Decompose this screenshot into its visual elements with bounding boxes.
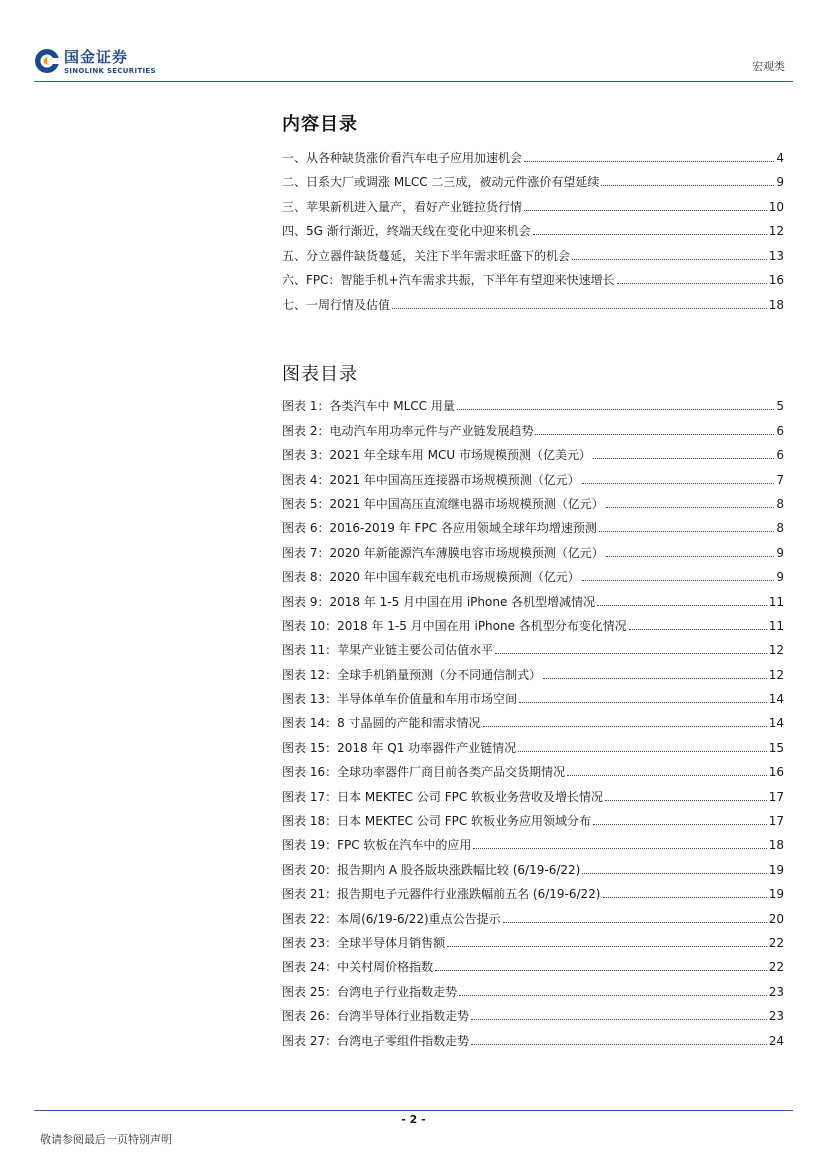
- toc-entry-page: 15: [768, 740, 784, 755]
- toc-entry-page: 18: [768, 297, 784, 312]
- toc-entry[interactable]: [282, 682, 784, 706]
- charts-title: 图表目录: [282, 364, 358, 385]
- toc-entry-page: 13: [768, 248, 784, 263]
- toc-entry[interactable]: [282, 189, 784, 214]
- toc-entry-title: 图表 26：台湾半导体行业指数走势: [282, 1009, 470, 1024]
- toc-entry-page: 23: [768, 1009, 784, 1024]
- toc-leader-dots: [533, 234, 767, 235]
- toc-entry[interactable]: [282, 609, 784, 633]
- contents-title: 内容目录: [282, 114, 358, 135]
- toc-entry[interactable]: [282, 852, 784, 876]
- toc-entry-title: 图表 15：2018 年 Q1 功率器件产业链情况: [282, 740, 517, 755]
- toc-entry-title: 图表 6：2016-2019 年 FPC 各应用领域全球年均增速预测: [282, 521, 597, 536]
- toc-entry[interactable]: [282, 560, 784, 584]
- toc-entry-page: 16: [768, 273, 784, 287]
- toc-leader-dots: [543, 678, 767, 679]
- toc-entry-title: 图表 18：日本 MEKTEC 公司 FPC 软板业务应用领域分布: [282, 814, 592, 829]
- toc-entry-page: 9: [776, 570, 784, 585]
- toc-entry-page: 12: [768, 667, 784, 682]
- toc-leader-dots: [524, 161, 774, 162]
- toc-entry-page: 22: [768, 935, 784, 950]
- toc-leader-dots: [471, 1019, 767, 1020]
- toc-entry[interactable]: [282, 901, 784, 925]
- page-number: - 2 -: [401, 1113, 426, 1126]
- toc-leader-dots: [582, 580, 775, 581]
- toc-leader-dots: [435, 970, 767, 971]
- toc-entry-title: 图表 16：全球功率器件厂商目前各类产品交货期情况: [282, 765, 566, 780]
- toc-entry-page: 14: [768, 716, 784, 731]
- toc-entry[interactable]: [282, 462, 784, 486]
- toc-leader-dots: [572, 259, 767, 260]
- toc-entry[interactable]: [282, 779, 784, 803]
- toc-entry-page: 9: [776, 175, 784, 189]
- toc-entry-title: 图表 27：台湾电子零组件指数走势: [282, 1033, 470, 1048]
- toc-leader-dots: [603, 897, 767, 898]
- toc-entry-title: 图表 24：中关村周价格指数: [282, 960, 434, 975]
- footer-divider: [34, 1110, 793, 1111]
- toc-entry-page: 4: [776, 150, 784, 165]
- toc-entry[interactable]: [282, 413, 784, 437]
- toc-leader-dots: [606, 556, 775, 557]
- toc-entry-title: 图表 3：2021 年全球车用 MCU 市场规模预测（亿美元）: [282, 448, 591, 463]
- toc-leader-dots: [519, 702, 767, 703]
- charts-list: [282, 389, 784, 1048]
- toc-entry-page: 11: [768, 594, 784, 609]
- toc-entry-page: 20: [768, 911, 784, 926]
- toc-entry-title: 图表 5：2021 年中国高压直流继电器市场规模预测（亿元）: [282, 496, 604, 511]
- toc-entry-title: 六、FPC：智能手机+汽车需求共振，下半年有望迎来快速增长: [282, 273, 615, 287]
- disclaimer-text: 敬请参阅最后一页特别声明: [40, 1133, 172, 1146]
- toc-entry-page: 17: [768, 814, 784, 829]
- toc-entry-title: 图表 1：各类汽车中 MLCC 用量: [282, 399, 455, 414]
- toc-entry[interactable]: [282, 804, 784, 828]
- toc-entry[interactable]: [282, 140, 784, 165]
- contents-list: [282, 140, 784, 312]
- toc-entry-title: 图表 11：苹果产业链主要公司估值水平: [282, 643, 494, 658]
- toc-entry-title: 图表 17：日本 MEKTEC 公司 FPC 软板业务营收及增长情况: [282, 789, 604, 804]
- toc-entry-page: 11: [768, 618, 784, 633]
- toc-leader-dots: [459, 995, 767, 996]
- toc-entry[interactable]: [282, 389, 784, 413]
- toc-leader-dots: [457, 409, 774, 410]
- toc-entry-title: 图表 8：2020 年中国车载充电机市场规模预测（亿元）: [282, 570, 580, 585]
- toc-entry-title: 图表 10：2018 年 1-5 月中国在用 iPhone 各机型分布变化情况: [282, 618, 627, 633]
- toc-leader-dots: [601, 185, 774, 186]
- sinolink-logo-icon: [34, 48, 60, 74]
- toc-entry[interactable]: [282, 974, 784, 998]
- toc-entry[interactable]: [282, 263, 784, 288]
- toc-leader-dots: [593, 824, 767, 825]
- toc-entry[interactable]: [282, 1023, 784, 1047]
- toc-leader-dots: [495, 653, 767, 654]
- toc-leader-dots: [392, 308, 767, 309]
- toc-entry-page: 14: [768, 692, 784, 707]
- toc-entry[interactable]: [282, 730, 784, 754]
- toc-entry-page: 7: [776, 472, 784, 487]
- header-divider: [34, 81, 793, 82]
- toc-entry[interactable]: [282, 755, 784, 779]
- toc-entry-title: 七、一周行情及估值: [282, 297, 391, 312]
- toc-entry[interactable]: [282, 706, 784, 730]
- toc-entry-title: 五、分立器件缺货蔓延，关注下半年需求旺盛下的机会: [282, 248, 571, 263]
- toc-entry-title: 图表 21：报告期电子元器件行业涨跌幅前五名 (6/19-6/22): [282, 887, 601, 902]
- toc-entry-title: 二、日系大厂或调涨 MLCC 二三成，被动元件涨价有望延续: [282, 175, 600, 189]
- toc-entry-page: 12: [768, 643, 784, 658]
- toc-leader-dots: [473, 848, 766, 849]
- toc-entry-page: 18: [768, 838, 784, 853]
- toc-entry-title: 图表 12：全球手机销量预测（分不同通信制式）: [282, 667, 542, 682]
- toc-entry-page: 6: [776, 448, 784, 463]
- toc-entry-title: 图表 4：2021 年中国高压连接器市场规模预测（亿元）: [282, 472, 580, 487]
- logo-text-cn: 国金证券: [64, 48, 129, 66]
- toc-leader-dots: [629, 629, 767, 630]
- toc-leader-dots: [518, 751, 767, 752]
- toc-leader-dots: [524, 210, 767, 211]
- toc-entry-page: 23: [768, 984, 784, 999]
- toc-leader-dots: [471, 1044, 767, 1045]
- toc-entry-title: 图表 9：2018 年 1-5 月中国在用 iPhone 各机型增减情况: [282, 594, 596, 609]
- toc-entry-page: 8: [776, 521, 784, 536]
- toc-entry-page: 22: [768, 960, 784, 975]
- toc-entry-page: 8: [776, 496, 784, 511]
- toc-leader-dots: [599, 531, 775, 532]
- toc-entry-title: 图表 19：FPC 软板在汽车中的应用: [282, 838, 472, 853]
- toc-entry-title: 图表 23：全球半导体月销售额: [282, 935, 446, 950]
- toc-entry[interactable]: [282, 287, 784, 312]
- toc-leader-dots: [605, 800, 767, 801]
- toc-entry-title: 图表 7：2020 年新能源汽车薄膜电容市场规模预测（亿元）: [282, 545, 604, 560]
- toc-entry[interactable]: [282, 214, 784, 239]
- toc-entry-page: 5: [776, 399, 784, 414]
- toc-entry-title: 图表 2：电动汽车用功率元件与产业链发展趋势: [282, 423, 534, 438]
- toc-entry[interactable]: [282, 238, 784, 263]
- toc-leader-dots: [535, 434, 774, 435]
- toc-entry-page: 10: [768, 199, 784, 214]
- toc-entry-title: 三、苹果新机进入量产，看好产业链拉货行情: [282, 199, 523, 214]
- toc-entry[interactable]: [282, 487, 784, 511]
- toc-entry[interactable]: [282, 584, 784, 608]
- toc-entry-page: 19: [768, 887, 784, 902]
- toc-leader-dots: [582, 873, 766, 874]
- toc-entry-title: 图表 13：半导体单车价值量和车用市场空间: [282, 692, 518, 707]
- toc-leader-dots: [483, 726, 767, 727]
- toc-entry-page: 24: [768, 1033, 784, 1048]
- toc-leader-dots: [447, 946, 767, 947]
- toc-entry-page: 19: [768, 862, 784, 877]
- toc-entry-title: 一、从各种缺货涨价看汽车电子应用加速机会: [282, 150, 523, 165]
- toc-entry[interactable]: [282, 438, 784, 462]
- logo-text-en: SINOLINK SECURITIES: [64, 67, 156, 75]
- toc-entry-page: 6: [776, 423, 784, 438]
- toc-entry[interactable]: [282, 535, 784, 559]
- toc-entry-page: 16: [768, 765, 784, 780]
- toc-entry-page: 9: [776, 545, 784, 560]
- toc-entry-title: 图表 22：本周(6/19-6/22)重点公告提示: [282, 911, 501, 926]
- toc-entry[interactable]: [282, 633, 784, 657]
- toc-leader-dots: [597, 605, 767, 606]
- toc-entry-title: 图表 14：8 寸晶圆的产能和需求情况: [282, 716, 481, 731]
- toc-entry-title: 图表 20：报告期内 A 股各版块涨跌幅比较 (6/19-6/22): [282, 862, 581, 877]
- toc-entry[interactable]: [282, 877, 784, 901]
- toc-leader-dots: [582, 483, 775, 484]
- toc-entry-title: 四、5G 渐行渐近，终端天线在变化中迎来机会: [282, 224, 531, 238]
- toc-entry[interactable]: [282, 828, 784, 852]
- toc-leader-dots: [503, 922, 767, 923]
- toc-entry-page: 17: [768, 789, 784, 804]
- toc-leader-dots: [606, 507, 775, 508]
- toc-leader-dots: [593, 458, 774, 459]
- toc-leader-dots: [567, 775, 767, 776]
- toc-entry-page: 12: [768, 224, 784, 238]
- toc-entry[interactable]: [282, 999, 784, 1023]
- report-category: 宏观类: [752, 60, 785, 73]
- toc-leader-dots: [617, 283, 767, 284]
- toc-entry[interactable]: [282, 657, 784, 681]
- toc-entry[interactable]: [282, 926, 784, 950]
- page-header: [0, 0, 827, 84]
- toc-entry[interactable]: [282, 950, 784, 974]
- toc-entry[interactable]: [282, 511, 784, 535]
- toc-entry-title: 图表 25：台湾电子行业指数走势: [282, 984, 458, 999]
- toc-entry[interactable]: [282, 165, 784, 190]
